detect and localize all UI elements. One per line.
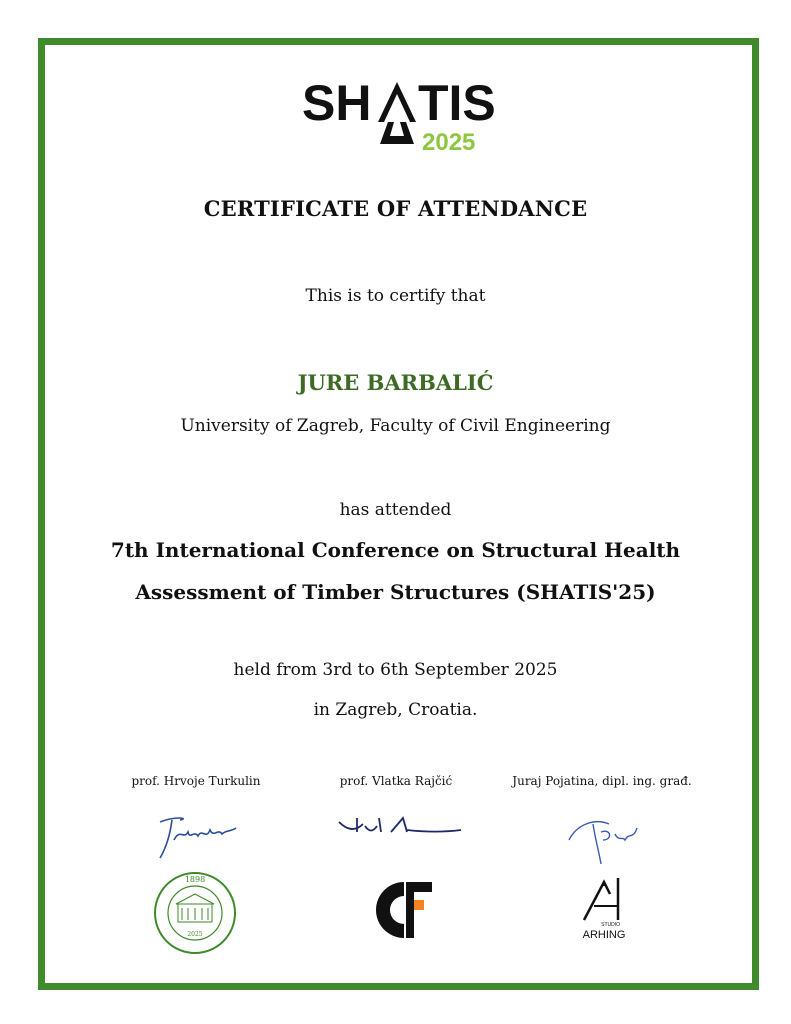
recipient-affiliation: University of Zagreb, Faculty of Civil Engineering — [180, 416, 611, 436]
civil-engineering-logo — [372, 878, 436, 946]
signature-2 — [335, 810, 465, 854]
signer-name-2: prof. Vlatka Rajčić — [339, 774, 453, 788]
signature-1 — [150, 810, 245, 869]
signer-name-3: Juraj Pojatina, dipl. ing. građ. — [512, 774, 692, 788]
arhing-logo — [574, 872, 634, 948]
arhing-small-label: STUDIO — [601, 922, 620, 928]
conference-title-line1: 7th International Conference on Structural Health — [110, 538, 681, 562]
certificate-title: CERTIFICATE OF ATTENDANCE — [203, 196, 588, 221]
recipient-name: JURE BARBALIĆ — [297, 370, 494, 395]
logo-year: 2025 — [422, 129, 476, 154]
attended-text: has attended — [339, 500, 452, 520]
signature-3 — [565, 810, 655, 874]
svg-text:TIS: TIS — [418, 75, 495, 131]
conference-title-line2: Assessment of Timber Structures (SHATIS'25) — [135, 580, 656, 604]
intro-text: This is to certify that — [305, 286, 486, 306]
arhing-label: ARHING — [582, 929, 626, 941]
location-text: in Zagreb, Croatia. — [313, 700, 478, 720]
forestry-faculty-seal — [152, 870, 238, 960]
svg-text:SH: SH — [302, 75, 372, 131]
seal-year-bottom: 2025 — [187, 931, 203, 938]
seal-year: 1898 — [184, 875, 206, 884]
dates-text: held from 3rd to 6th September 2025 — [233, 660, 558, 680]
shatis-logo — [300, 74, 495, 154]
signer-name-1: prof. Hrvoje Turkulin — [131, 774, 261, 788]
